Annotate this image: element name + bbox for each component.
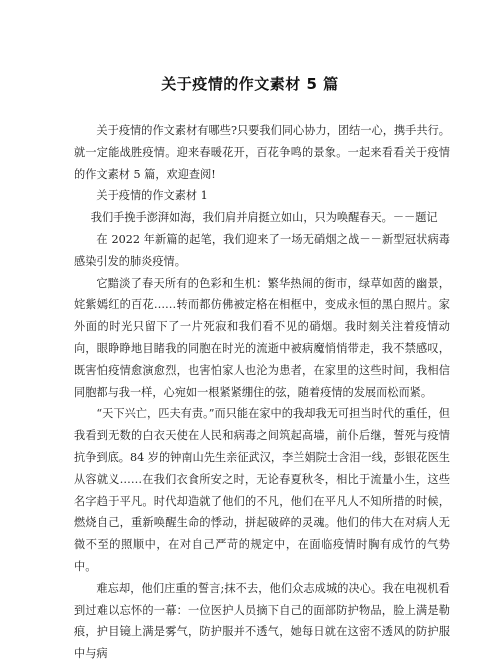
- section-heading: 关于疫情的作文素材 1: [96, 189, 208, 203]
- paragraph-epigraph: 我们手挽手澎湃如海，我们肩并肩挺立如山，只为唤醒春天。－－题记: [90, 211, 438, 225]
- paragraph: 它黯淡了春天所有的色彩和生机：繁华热闹的街市，绿草如茵的幽景，姹紫嫣红的百花……转而都仿佛被定格在相框中，变成永恒的黑白照片。家外面的时光只留下了一片死寂和我们看不见的硝烟。我时刻关注着疫情动向，眼睁睁地目睹我的同胞在时光的流逝中被病魔悄悄带走，我不禁感叹，既害怕疫情愈演愈烈，也害怕家人也沦为患者，在家里的这些时间，我相信同胞都与我一样，心宛如一根紧紧绷住的弦，随着疫情的发展而松而紧。: [74, 276, 450, 399]
- paragraph: 在 2022 年新篇的起笔，我们迎来了一场无硝烟之战－－新型冠状病毒感染引发的肺炎疫情。: [74, 232, 450, 268]
- document-title: 关于疫情的作文素材 5 篇: [161, 75, 339, 93]
- paragraph-intro: 关于疫情的作文素材有哪些?只要我们同心协力，团结一心，携手共行。就一定能战胜疫情。迎来春暖花开，百花争鸣的景象。一起来看看关于疫情的作文素材 5 篇，欢迎查阅!: [74, 124, 450, 181]
- document-body: [74, 120, 450, 665]
- paragraph: 难忘却，他们庄重的誓言;抹不去，他们众志成城的决心。我在电视机看到过难以忘怀的一幕：一位医护人员摘下自己的面部防护物品，脸上满是勒痕，护目镜上满是雾气，防护服并不透气，她每日就在这密不透风的防护服中与病: [74, 581, 450, 661]
- paragraph: “天下兴亡，匹夫有责。”而只能在家中的我却我无可担当时代的重任，但我看到无数的白衣天使在人民和病毒之间筑起高墙，前仆后继，誓死与疫情抗争到底。84 岁的钟南山先生亲征武汉，李兰娟院士含泪一线，彭银花医生从容就义……在我们衣食所安之时，无论春夏秋冬，相比于流量小生，这些名字趋于平凡。时代却造就了他们的不凡，他们在平凡人不知所措的时候，燃烧自己，重新唤醒生命的悸动，拼起破碎的灵魂。他们的伟大在对病人无微不至的照顺中，在对自己严苛的规定中，在面临疫情时胸有成竹的气势中。: [74, 407, 450, 573]
